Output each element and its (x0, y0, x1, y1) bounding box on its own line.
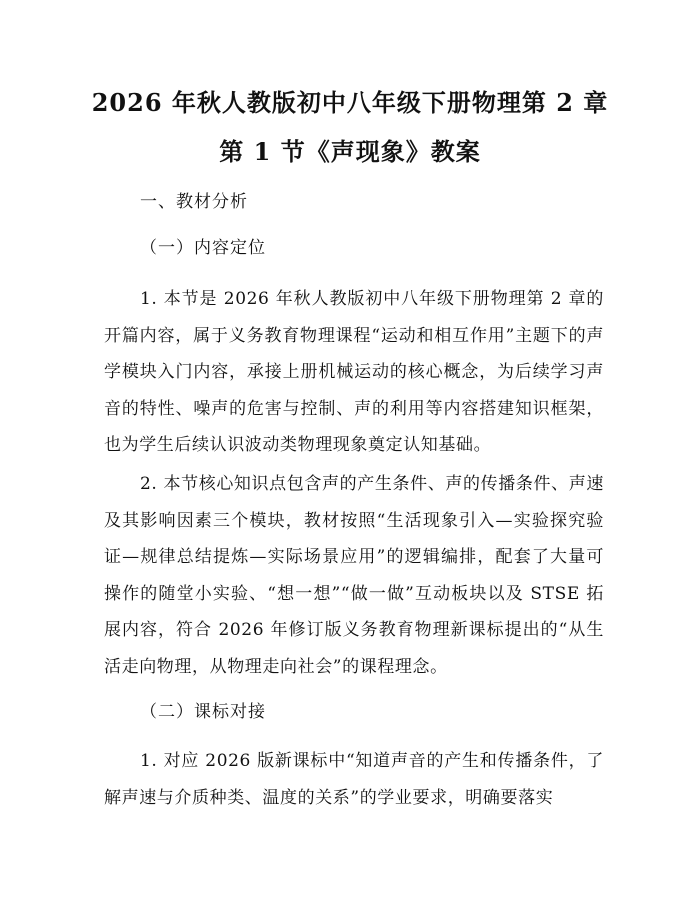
document-title-line-1: 2026 年秋人教版初中八年级下册物理第 2 章 (91, 88, 609, 117)
subsection-heading-curriculum-alignment: （二）课标对接 (140, 702, 266, 722)
paragraph-content-positioning-1: 1. 本节是 2026 年秋人教版初中八年级下册物理第 2 章的开篇内容，属于义务教育物理课程“运动和相互作用”主题下的声学模块入门内容，承接上册机械运动的核心概念，为后续学习声音的特性、噪声的危害与控制、声的利用等内容搭建知识框架，也为学生后续认识波动类物理现象奠定认知基础。 (104, 289, 604, 455)
paragraph-content-positioning-2: 2. 本节核心知识点包含声的产生条件、声的传播条件、声速及其影响因素三个模块，教材按照“生活现象引入—实验探究验证—规律总结提炼—实际场景应用”的逻辑编排，配套了大量可操作的随堂小实验、“想一想”“做一做”互动板块以及 STSE 拓展内容，符合 2026 年修订版义务教育物理新课标提出的“从生活走向物理，从物理走向社会”的课程理念。 (104, 474, 604, 677)
document-title-line-2: 第 1 节《声现象》教案 (219, 137, 481, 166)
section-heading-textbook-analysis: 一、教材分析 (140, 192, 248, 212)
subsection-heading-content-positioning: （一）内容定位 (140, 238, 266, 258)
paragraph-curriculum-alignment-1: 1. 对应 2026 版新课标中“知道声音的产生和传播条件，了解声速与介质种类、温度的关系”的学业要求，明确要落实 (104, 751, 604, 808)
